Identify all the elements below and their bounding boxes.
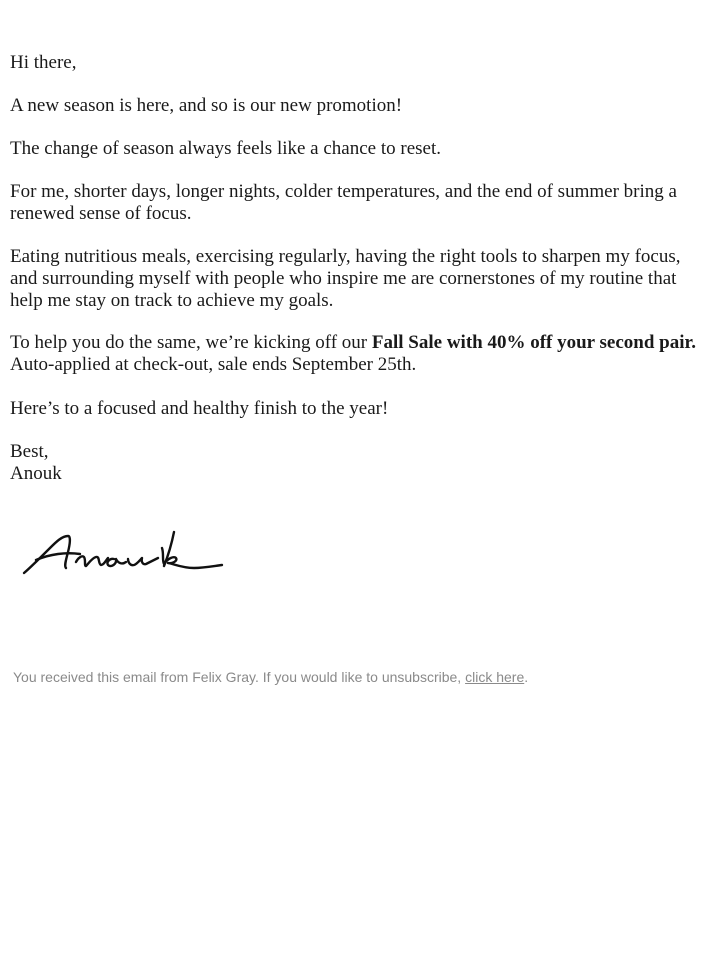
closing-block (10, 441, 62, 485)
sale-details-text: Auto-applied at check-out, sale ends September 25th. (10, 354, 417, 375)
sale-intro-text: To help you do the same, we’re kicking off our (10, 332, 372, 353)
closing-salutation: Best, (10, 441, 49, 462)
paragraph-season: The change of season always feels like a chance to reset. (10, 138, 441, 159)
paragraph-routine: Eating nutritious meals, exercising regularly, having the right tools to sharpen my focus, and surrounding myself with people who inspire me are cornerstones of my routine that help me stay on track to achieve my goals. (10, 246, 681, 311)
footer-text: You received this email from Felix Gray. If you would like to unsubscribe, (13, 669, 466, 685)
paragraph-focus: For me, shorter days, longer nights, colder temperatures, and the end of summer bring a renewed sense of focus. (10, 181, 677, 224)
greeting: Hi there, (10, 52, 77, 73)
unsubscribe-footer (13, 668, 528, 686)
paragraph-announcement: A new season is here, and so is our new promotion! (10, 95, 403, 116)
unsubscribe-link[interactable]: click here (465, 669, 525, 685)
sender-name: Anouk (10, 463, 62, 484)
handwritten-signature (22, 528, 224, 578)
paragraph-sale (10, 332, 710, 376)
footer-suffix: . (524, 669, 529, 685)
paragraph-finish: Here’s to a focused and healthy finish to the year! (10, 398, 389, 419)
sale-highlight: Fall Sale with 40% off your second pair. (371, 332, 696, 353)
